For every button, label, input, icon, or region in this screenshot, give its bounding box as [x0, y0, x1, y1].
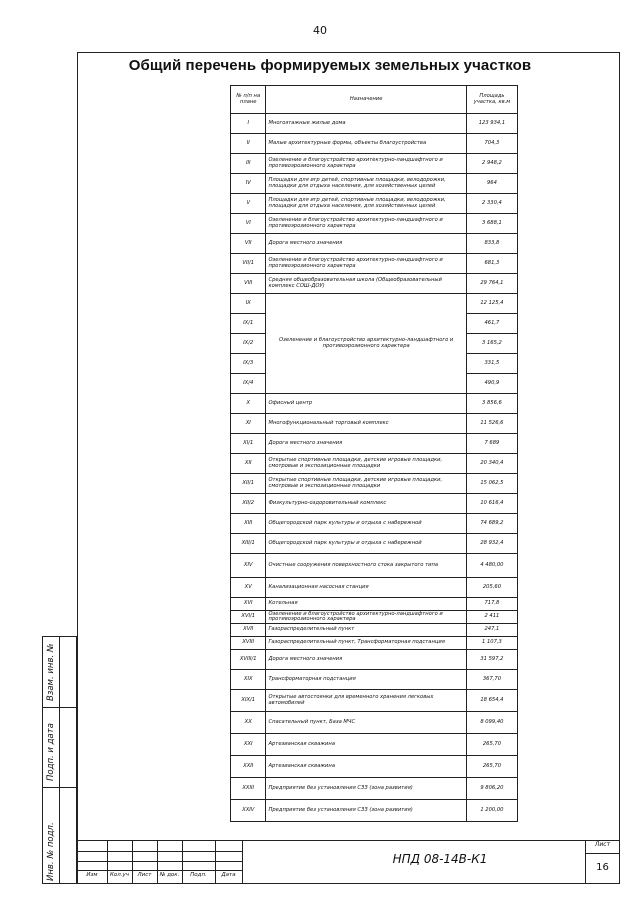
row-number: IX/3 — [231, 354, 266, 374]
table-row — [231, 494, 518, 514]
row-area: 15 062,5 — [466, 474, 517, 494]
table-row — [231, 712, 518, 734]
stamp-header-sheet: Лист — [137, 872, 152, 878]
table-row — [231, 534, 518, 554]
row-purpose: Газораспределительный пункт — [266, 624, 466, 637]
row-number: XXIV — [231, 800, 266, 822]
table-row — [231, 214, 518, 234]
table-row — [231, 194, 518, 214]
row-purpose: Канализационная насосная станция — [266, 578, 466, 598]
row-area: 2 411 — [466, 611, 517, 624]
row-purpose: Малые архитектурные формы, объекты благоустройства — [266, 134, 466, 154]
row-area: 265,70 — [466, 734, 517, 756]
row-number: XIII/1 — [231, 534, 266, 554]
row-purpose: Предприятие без установления СЗЗ (зона развития) — [266, 800, 466, 822]
row-area: 3 856,6 — [466, 394, 517, 414]
row-purpose: Площадки для игр детей, спортивные площадки, велодорожки, площадки для отдыха населения, для хозяйственных целей — [266, 194, 466, 214]
row-number: VII/1 — [231, 254, 266, 274]
row-number: XX — [231, 712, 266, 734]
table-row — [231, 554, 518, 578]
row-number: XI/1 — [231, 434, 266, 454]
table-row — [231, 756, 518, 778]
row-area: 31 597,2 — [466, 650, 517, 670]
row-area: 2 948,2 — [466, 154, 517, 174]
table-row — [231, 414, 518, 434]
row-number: VII — [231, 234, 266, 254]
table-row — [231, 800, 518, 822]
row-purpose: Озеленение и благоустройство архитектурно-ландшафтного и противоэрозионного характера — [266, 214, 466, 234]
row-purpose: Озеленение и благоустройство архитектурно-ландшафтного и противоэрозионного характера — [266, 611, 466, 624]
row-purpose: Предприятие без установления СЗЗ (зона развития) — [266, 778, 466, 800]
row-number: II — [231, 134, 266, 154]
row-purpose: Открытые автостоянки для временного хранения легковых автомобилей — [266, 690, 466, 712]
row-number: VI — [231, 214, 266, 234]
page-title: Общий перечень формируемых земельных участков — [128, 57, 532, 74]
row-area: 833,8 — [466, 234, 517, 254]
table-row — [231, 778, 518, 800]
table-row — [231, 114, 518, 134]
row-area: 28 932,4 — [466, 534, 517, 554]
row-area: 3 688,1 — [466, 214, 517, 234]
header-area: Площадь участка, кв.м — [466, 86, 517, 114]
sidebar-label-replacement: Взам. инв. № — [46, 643, 56, 701]
table-row — [231, 734, 518, 756]
stamp-header-qty: Кол.уч — [109, 872, 130, 878]
table-row — [231, 514, 518, 534]
document-code: НПД 08-14В-К1 — [392, 852, 488, 866]
row-area: 11 526,6 — [466, 414, 517, 434]
row-number: XII/2 — [231, 494, 266, 514]
row-purpose: Многофункциональный торговый комплекс — [266, 414, 466, 434]
row-purpose: Дорога местного значения — [266, 434, 466, 454]
title-block — [77, 840, 620, 884]
row-area: 123 934,1 — [466, 114, 517, 134]
row-purpose: Общегородской парк культуры и отдыха с набережной — [266, 514, 466, 534]
row-area: 247,1 — [466, 624, 517, 637]
row-number: XVIII/1 — [231, 650, 266, 670]
row-area: 331,5 — [466, 354, 517, 374]
row-area: 681,3 — [466, 254, 517, 274]
row-area: 4 480,00 — [466, 554, 517, 578]
table-row — [231, 474, 518, 494]
header-purpose: Назначение — [266, 86, 466, 114]
row-purpose: Открытые спортивные площадки, детские игровые площадки, смотровые и экспозиционные площадки — [266, 474, 466, 494]
table-row — [231, 154, 518, 174]
row-area: 704,3 — [466, 134, 517, 154]
row-purpose: Дорога местного значения — [266, 234, 466, 254]
row-number: X — [231, 394, 266, 414]
table-row — [231, 394, 518, 414]
row-purpose: Трансформаторная подстанция — [266, 670, 466, 690]
row-area: 964 — [466, 174, 517, 194]
row-area: 490,9 — [466, 374, 517, 394]
sidebar-label-inventory: Инв. № подл. — [46, 822, 56, 881]
table-row — [231, 670, 518, 690]
table-row — [231, 434, 518, 454]
row-purpose: Озеленение и благоустройство архитектурно-ландшафтного и противоэрозионного характера — [266, 154, 466, 174]
stamp-header-date: Дата — [221, 872, 236, 878]
row-purpose: Физкультурно-оздоровительный комплекс — [266, 494, 466, 514]
row-number: XIII — [231, 514, 266, 534]
page-number: 40 — [313, 24, 327, 37]
row-number: XXI — [231, 734, 266, 756]
row-purpose: Офисный центр — [266, 394, 466, 414]
row-number: XV — [231, 578, 266, 598]
row-purpose: Артезианская скважина — [266, 756, 466, 778]
table-row — [231, 134, 518, 154]
header-number: № п/п на плане — [231, 86, 266, 114]
row-area: 205,60 — [466, 578, 517, 598]
row-area: 74 689,2 — [466, 514, 517, 534]
row-number: IX/1 — [231, 314, 266, 334]
row-purpose-merged: Озеленение и благоустройство архитектурно-ландшафтного и противоэрозионного характера — [266, 294, 466, 394]
stamp-header-change: Изм — [86, 872, 98, 878]
row-area: 7 689 — [466, 434, 517, 454]
row-purpose: Газораспределительный пункт, Трансформаторная подстанция — [266, 637, 466, 650]
row-area: 1 200,00 — [466, 800, 517, 822]
row-area: 18 654,4 — [466, 690, 517, 712]
row-number: XXIII — [231, 778, 266, 800]
row-number: XVI — [231, 598, 266, 611]
row-purpose: Открытые спортивные площадки, детские игровые площадки, смотровые и экспозиционные площадки — [266, 454, 466, 474]
row-area: 717,8 — [466, 598, 517, 611]
table-row — [231, 234, 518, 254]
row-number: XII — [231, 454, 266, 474]
row-number: IX — [231, 294, 266, 314]
row-purpose: Котельная — [266, 598, 466, 611]
table-row — [231, 294, 518, 314]
row-area: 20 340,4 — [466, 454, 517, 474]
row-area: 367,70 — [466, 670, 517, 690]
row-area: 1 107,3 — [466, 637, 517, 650]
row-number: XVII — [231, 624, 266, 637]
row-area: 461,7 — [466, 314, 517, 334]
row-purpose: Дорога местного значения — [266, 650, 466, 670]
row-number: XIV — [231, 554, 266, 578]
row-number: XVIII — [231, 637, 266, 650]
table-row — [231, 637, 518, 650]
row-number: XI — [231, 414, 266, 434]
row-number: V — [231, 194, 266, 214]
row-area: 9 806,20 — [466, 778, 517, 800]
sheet-number: 16 — [596, 862, 609, 873]
sheet-label: Лист — [594, 841, 611, 848]
table-row — [231, 274, 518, 294]
table-row — [231, 578, 518, 598]
table-row — [231, 254, 518, 274]
sidebar-label-signature: Подп. и дата — [46, 723, 56, 781]
land-plots-table — [230, 85, 518, 822]
row-number: IV — [231, 174, 266, 194]
row-number: XXII — [231, 756, 266, 778]
row-purpose: Средняя общеобразовательная школа (Общеобразовательный комплекс СОШ-ДОУ) — [266, 274, 466, 294]
row-number: XIX — [231, 670, 266, 690]
row-number: XIX/1 — [231, 690, 266, 712]
row-number: VIII — [231, 274, 266, 294]
row-number: XVI/1 — [231, 611, 266, 624]
row-area: 3 165,2 — [466, 334, 517, 354]
row-area: 10 616,4 — [466, 494, 517, 514]
row-purpose: Артезианская скважина — [266, 734, 466, 756]
table-row — [231, 174, 518, 194]
stamp-header-signature: Подп. — [190, 872, 207, 878]
stamp-header-doc: № док. — [159, 872, 180, 878]
approval-sidebar — [42, 636, 77, 884]
table-row — [231, 624, 518, 637]
row-area: 2 330,4 — [466, 194, 517, 214]
row-area: 29 764,1 — [466, 274, 517, 294]
row-number: IX/4 — [231, 374, 266, 394]
row-area: 8 099,40 — [466, 712, 517, 734]
row-area: 12 125,4 — [466, 294, 517, 314]
row-area: 265,70 — [466, 756, 517, 778]
table-row — [231, 690, 518, 712]
row-purpose: Очистные сооружения поверхностного стока закрытого типа — [266, 554, 466, 578]
row-number: I — [231, 114, 266, 134]
row-number: IX/2 — [231, 334, 266, 354]
row-number: III — [231, 154, 266, 174]
row-purpose: Многоэтажные жилые дома — [266, 114, 466, 134]
table-row — [231, 598, 518, 611]
row-purpose: Спасательный пункт, База МЧС — [266, 712, 466, 734]
table-row — [231, 454, 518, 474]
row-number: XII/1 — [231, 474, 266, 494]
row-purpose: Озеленение и благоустройство архитектурно-ландшафтного и противоэрозионного характера — [266, 254, 466, 274]
row-purpose: Площадки для игр детей, спортивные площадки, велодорожки, площадки для отдыха населения, для хозяйственных целей — [266, 174, 466, 194]
table-row — [231, 650, 518, 670]
table-row — [231, 611, 518, 624]
row-purpose: Общегородской парк культуры и отдыха с набережной — [266, 534, 466, 554]
